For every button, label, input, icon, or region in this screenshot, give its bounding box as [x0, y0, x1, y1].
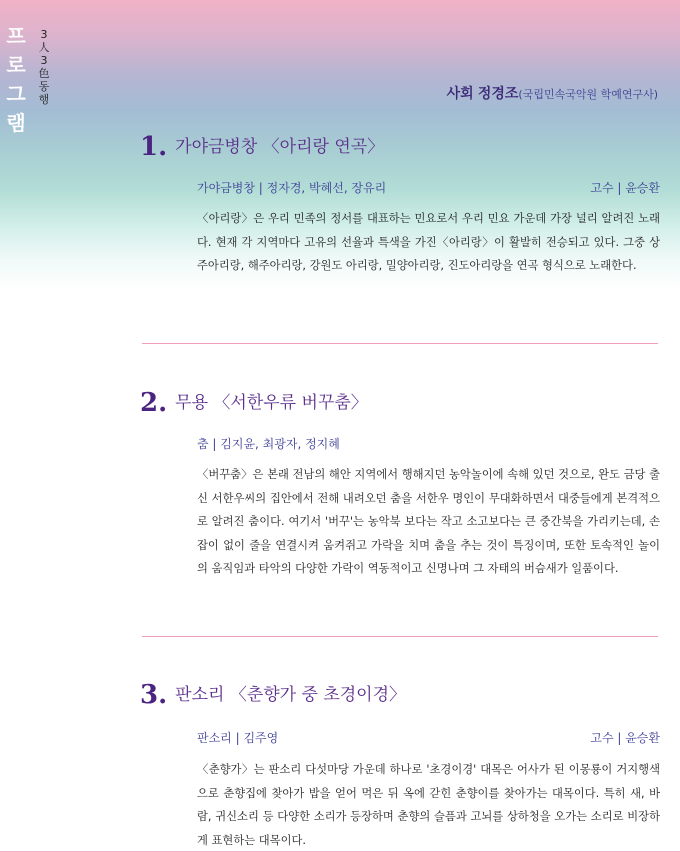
program-number: 3. — [140, 680, 168, 710]
program-title — [140, 680, 660, 710]
title-char: 로 — [6, 53, 26, 77]
title-char: 램 — [6, 111, 26, 135]
program-vertical-subtitle — [36, 28, 52, 106]
program-title-text: 가야금병창 〈아리랑 연곡〉 — [175, 137, 385, 157]
section-divider — [142, 636, 658, 637]
accompanist: 고수 | 윤승환 — [590, 181, 660, 195]
subtitle-char: 동 — [38, 80, 50, 93]
program-section-2 — [140, 388, 660, 575]
program-section-1 — [140, 132, 660, 272]
program-title — [140, 132, 660, 162]
program-title-text: 판소리 〈춘향가 중 초경이경〉 — [175, 685, 407, 705]
program-description: 〈아리랑〉은 우리 민족의 정서를 대표하는 민요로서 우리 민요 가운데 가장 널리 알려진 노래다. 현재 각 지역마다 고유의 선율과 특색을 가진〈아리랑〉이 활발히 전승되고 있다. 그중 상주아리랑, 해주아리랑, 강원도 아리랑, 밀양아리랑, 진도아리랑을 연곡 형식으로 노래한다. — [197, 212, 660, 272]
performers: 춤 | 김지윤, 최광자, 정지혜 — [197, 437, 340, 451]
moderator-affiliation: (국립민속국악원 학예연구사) — [518, 88, 658, 101]
program-vertical-title — [6, 22, 26, 138]
title-char: 프 — [6, 24, 26, 48]
program-number: 2. — [140, 388, 168, 418]
moderator-name: 정경조 — [477, 86, 519, 102]
accompanist: 고수 | 윤승환 — [590, 731, 660, 745]
title-char: 그 — [6, 82, 26, 106]
subtitle-char: 人 — [38, 41, 50, 54]
program-title-text: 무용 〈서한우류 버꾸춤〉 — [175, 393, 368, 413]
subtitle-char: 3 — [40, 54, 48, 67]
subtitle-char: 色 — [38, 67, 50, 80]
program-description: 〈버꾸춤〉은 본래 전남의 해안 지역에서 행해지던 농악놀이에 속해 있던 것으로, 완도 금당 출신 서한우씨의 집안에서 전해 내려오던 춤을 서한우 명인이 무대화하면서 대중들에게 본격적으로 알려진 춤이다. 여기서 '버꾸'는 농악북 보다는 작고 소고보다는 큰 중간북을 가리키는데, 손잡이 없이 줄을 연결시켜 움켜쥐고 가락을 치며 춤을 추는 것이 특징이며, 또한 토속적인 놀이의 움직임과 타악의 다양한 가락이 역동적이고 신명나며 그 자태의 버슴새가 일품이다. — [197, 468, 660, 575]
subtitle-char: 행 — [38, 93, 50, 106]
program-title — [140, 388, 660, 418]
performers: 가야금병창 | 정자경, 박혜선, 장유리 — [197, 181, 387, 195]
moderator-credit — [447, 83, 658, 103]
program-description: 〈춘향가〉는 판소리 다섯마당 가운데 하나로 '초경이경' 대목은 어사가 된 이몽룡이 거지행색으로 춘향집에 찾아가 밥을 얻어 먹은 뒤 옥에 갇힌 춘향이를 찾아가는 대목이다. 특히 새, 바람, 귀신소리 등 다양한 소리가 등장하며 춘향의 슬픔과 고뇌를 상하청을 오가는 소리로 비장하게 표현하는 대목이다. — [197, 763, 660, 847]
subtitle-char: 3 — [40, 28, 48, 41]
program-number: 1. — [140, 132, 168, 162]
moderator-role: 사회 — [446, 86, 474, 102]
performers: 판소리 | 김주영 — [197, 731, 279, 745]
program-section-3 — [140, 680, 660, 847]
section-divider — [142, 343, 658, 344]
